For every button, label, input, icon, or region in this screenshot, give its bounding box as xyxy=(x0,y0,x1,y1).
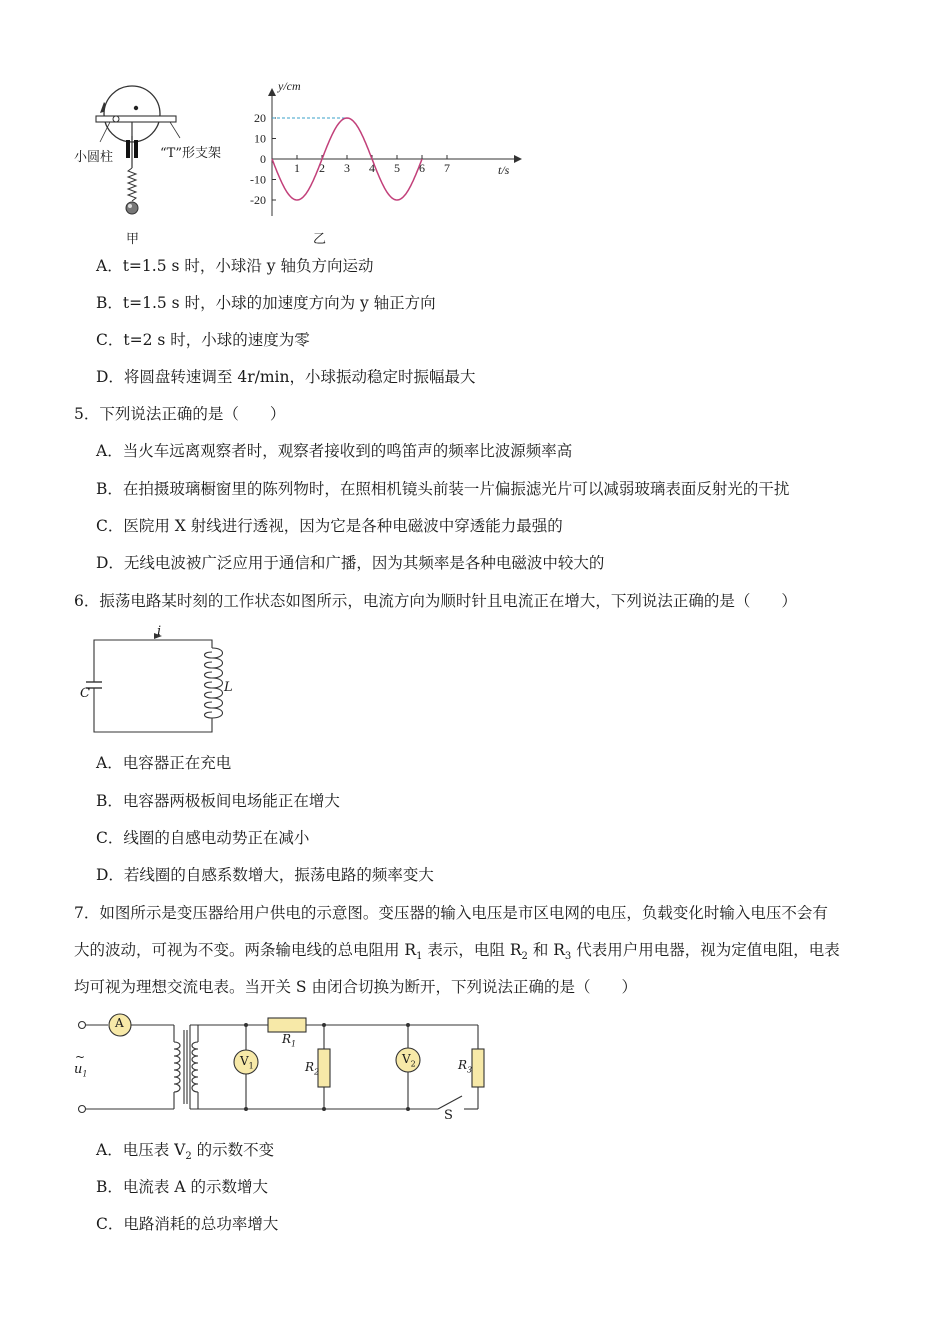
y-axis-label: y/cm xyxy=(278,79,301,93)
ammeter-label: A xyxy=(115,1016,124,1030)
q7-stem-line3: 均可视为理想交流电表。当开关 S 由闭合切换为断开，下列说法正确的是（ ） xyxy=(74,978,637,996)
q7-option-c: C．电路消耗的总功率增大 xyxy=(96,1215,279,1233)
x-axis-label: t/s xyxy=(498,163,510,177)
q5-option-c: C．医院用 X 射线进行透视，因为它是各种电磁波中穿透能力最强的 xyxy=(96,517,563,535)
q4-option-a: A．t=1.5 s 时，小球沿 y 轴负方向运动 xyxy=(96,257,374,275)
ac-symbol: ~ xyxy=(75,1050,86,1064)
q5-option-b: B．在拍摄玻璃橱窗里的陈列物时，在照相机镜头前装一片偏振滤光片可以减弱玻璃表面反射光的干扰 xyxy=(96,480,790,498)
x-tick-label: 1 xyxy=(294,161,300,175)
transformer-circuit-diagram xyxy=(70,1010,500,1126)
x-tick-label: 7 xyxy=(444,161,450,175)
x-tick-label: 2 xyxy=(319,161,325,175)
q5-option-d: D．无线电波被广泛应用于通信和广播，因为其频率是各种电磁波中较大的 xyxy=(96,554,605,572)
voltmeter-v2-label: $V_2$ xyxy=(402,1052,416,1069)
q6-option-c: C．线圈的自感电动势正在减小 xyxy=(96,829,310,847)
q5-option-a: A．当火车远离观察者时，观察者接收到的鸣笛声的频率比波源频率高 xyxy=(96,442,573,460)
q5-stem: 5．下列说法正确的是（ ） xyxy=(74,405,286,423)
q7-option-a: A．电压表 $V_2$ 的示数不变 xyxy=(96,1141,275,1163)
switch-s-label: S xyxy=(444,1108,453,1123)
figure-label-jia: 甲 xyxy=(126,232,140,247)
x-tick-label: 6 xyxy=(419,161,425,175)
frame-label: “T”形支架 xyxy=(160,146,221,161)
figure-label-yi: 乙 xyxy=(313,232,327,247)
resistor-r3-label: $R_3$ xyxy=(458,1058,473,1075)
cylinder-label: 小圆柱 xyxy=(74,150,114,165)
voltmeter-v1-label: $V_1$ xyxy=(240,1054,254,1071)
q4-option-d: D．将圆盘转速调至 4r/min，小球振动稳定时振幅最大 xyxy=(96,368,476,386)
q4-option-c: C．t=2 s 时，小球的速度为零 xyxy=(96,331,310,349)
x-axis-arrow xyxy=(514,155,522,163)
inductor-label: L xyxy=(224,680,233,695)
resistor-r1-label: $R_1$ xyxy=(282,1032,297,1049)
y-axis-arrow xyxy=(268,88,276,96)
q4-option-b: B．t=1.5 s 时，小球的加速度方向为 y 轴正方向 xyxy=(96,294,436,312)
q7-stem-line1: 7．如图所示是变压器给用户供电的示意图。变压器的输入电压是市区电网的电压，负载变化时输入电压不会有 xyxy=(74,904,828,922)
y-tick-label: -10 xyxy=(250,172,266,187)
y-tick-label: 20 xyxy=(254,111,266,125)
q6-option-b: B．电容器两极板间电场能正在增大 xyxy=(96,792,340,810)
y-tick-label: 10 xyxy=(254,131,266,146)
x-tick-label: 5 xyxy=(394,161,400,175)
current-label: i xyxy=(157,624,162,639)
x-tick-label: 3 xyxy=(344,161,350,175)
capacitor-label: C xyxy=(80,686,90,701)
q6-option-d: D．若线圈的自感系数增大，振荡电路的频率变大 xyxy=(96,866,434,884)
y-tick-label: -20 xyxy=(250,193,266,207)
q7-option-b: B．电流表 A 的示数增大 xyxy=(96,1178,268,1196)
q6-stem: 6．振荡电路某时刻的工作状态如图所示，电流方向为顺时针且电流正在增大，下列说法正确的是（ ） xyxy=(74,592,797,610)
x-tick-label: 4 xyxy=(369,161,375,175)
q6-option-a: A．电容器正在充电 xyxy=(96,754,232,772)
displacement-time-graph xyxy=(236,76,526,226)
resistor-r2-label: $R_2$ xyxy=(305,1060,320,1077)
q7-stem-line2: 大的波动，可视为不变。两条输电线的总电阻用 $R_1$ 表示，电阻 $R_2$ 和 $R_3$ 代表用户用电器，视为定值电阻，电表 xyxy=(74,941,840,963)
y-tick-label: 0 xyxy=(260,152,266,166)
input-voltage-label: $u_1$ xyxy=(74,1062,88,1079)
